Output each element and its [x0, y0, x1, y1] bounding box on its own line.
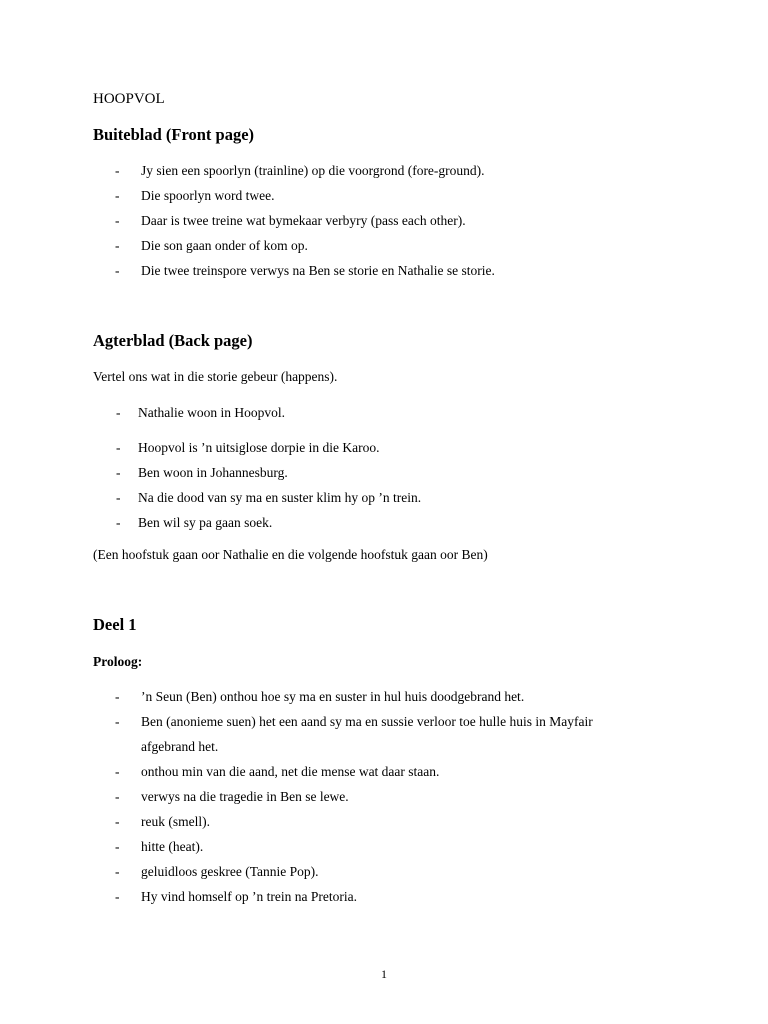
list-item: - Ben (anonieme suen) het een aand sy ma en sussie verloor toe hulle huis in Mayfair [115, 714, 593, 729]
list-item: - Hy vind homself op ’n trein na Pretoria. [115, 889, 357, 904]
back-page-list [93, 400, 683, 535]
list-item: - verwys na die tragedie in Ben se lewe. [115, 789, 349, 804]
list-item: - hitte (heat). [115, 839, 204, 854]
list-item: - Nathalie woon in Hoopvol. [116, 405, 285, 420]
document-page [93, 88, 683, 909]
front-page-heading: Buiteblad (Front page) [93, 125, 255, 144]
list-item: - Die spoorlyn word twee. [115, 188, 275, 203]
list-item-continuation: afgebrand het. [141, 739, 219, 754]
front-page-list [93, 158, 683, 283]
page-number: 1 [381, 967, 387, 981]
list-item: - ’n Seun (Ben) onthou hoe sy ma en suster in hul huis doodgebrand het. [115, 689, 525, 704]
list-item: - onthou min van die aand, net die mense wat daar staan. [115, 764, 440, 779]
back-page-note: (Een hoofstuk gaan oor Nathalie en die volgende hoofstuk gaan oor Ben) [93, 547, 488, 562]
list-item: - Die twee treinspore verwys na Ben se storie en Nathalie se storie. [115, 263, 495, 278]
list-item: - Die son gaan onder of kom op. [115, 238, 308, 253]
list-item: - Ben wil sy pa gaan soek. [116, 515, 273, 530]
back-page-heading: Agterblad (Back page) [93, 331, 253, 350]
list-item: - Hoopvol is ’n uitsiglose dorpie in die Karoo. [116, 440, 380, 455]
document-title: HOOPVOL [93, 91, 165, 107]
list-item: - Na die dood van sy ma en suster klim hy op ’n trein. [116, 490, 422, 505]
list-item: - Ben woon in Johannesburg. [116, 465, 288, 480]
list-item: - Daar is twee treine wat bymekaar verbyry (pass each other). [115, 213, 466, 228]
list-item: - geluidloos geskree (Tannie Pop). [115, 864, 319, 879]
prologue-list [93, 684, 683, 909]
prologue-heading: Proloog: [93, 654, 143, 669]
part1-heading: Deel 1 [93, 615, 137, 634]
back-page-intro: Vertel ons wat in die storie gebeur (happens). [93, 369, 338, 384]
list-item: - reuk (smell). [115, 814, 210, 829]
list-item: - Jy sien een spoorlyn (trainline) op die voorgrond (fore-ground). [115, 163, 485, 178]
